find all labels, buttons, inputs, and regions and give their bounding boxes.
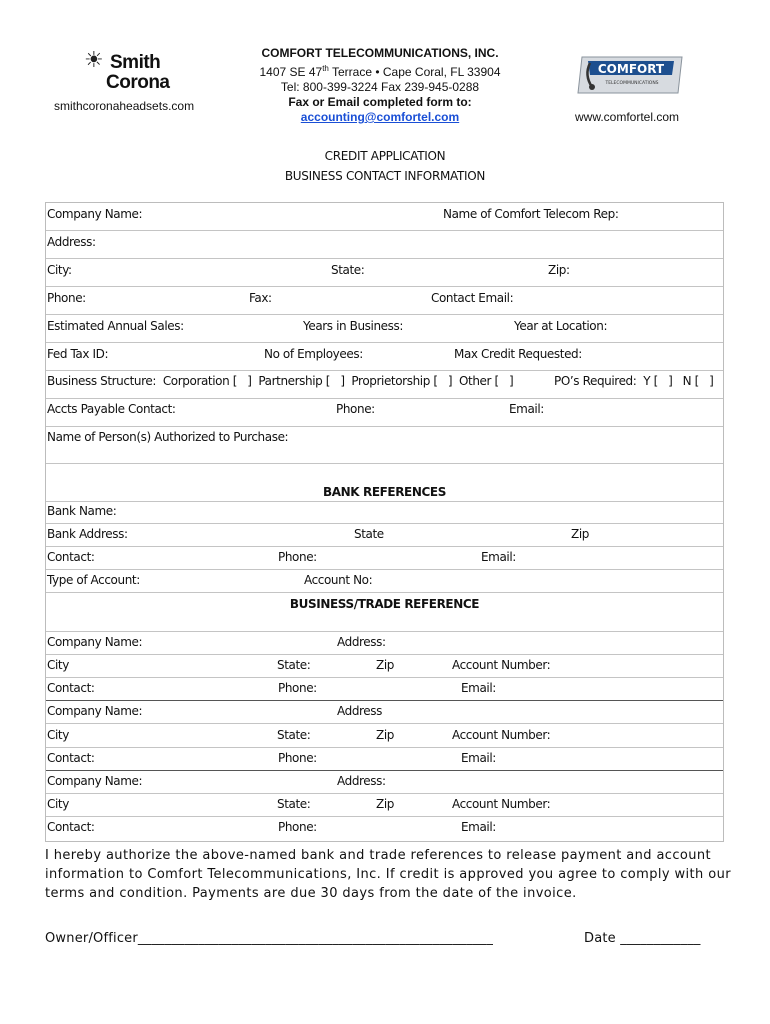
comfort-site: www.comfortel.com	[575, 110, 680, 124]
trade-contact-label: Contact:	[47, 751, 95, 765]
ap-phone-label: Phone:	[336, 402, 375, 416]
ap-contact-label: Accts Payable Contact:	[47, 402, 176, 416]
business-structure-label: Business Structure: Corporation [ ] Partnership [ ] Proprietorship [ ] Other [ ]	[47, 374, 514, 388]
row-divider	[46, 463, 723, 464]
trade-company-label: Company Name:	[47, 635, 143, 649]
row-divider	[46, 342, 723, 343]
row-divider	[46, 370, 723, 371]
trade-divider	[46, 700, 723, 701]
row-divider	[46, 793, 723, 794]
ap-email-label: Email:	[509, 402, 544, 416]
trade-email-label: Email:	[461, 751, 496, 765]
address-label: Address:	[47, 235, 96, 249]
trade-section-title: BUSINESS/TRADE REFERENCE	[289, 597, 480, 611]
row-divider	[46, 592, 723, 593]
company-name: COMFORT TELECOMMUNICATIONS, INC.	[261, 46, 499, 60]
row-divider	[46, 286, 723, 287]
comfort-logo-text: COMFORT	[597, 62, 665, 76]
trade-state-label: State:	[277, 658, 311, 672]
bank-state-label: State	[354, 527, 384, 541]
account-type-label: Type of Account:	[47, 573, 140, 587]
authorization-text: I hereby authorize the above-named bank and trade references to release payment and account information to Comfort Telecommunications, Inc. If credit is approved you agree to comply with our terms and condition. Payments are due 30 days from the date of the invoice.	[45, 848, 731, 901]
comfort-logo	[574, 53, 686, 99]
row-divider	[46, 677, 723, 678]
zip-label: Zip:	[548, 263, 570, 277]
employees-label: No of Employees:	[264, 347, 363, 361]
comfort-logo-sub: TELECOMMUNICATIONS	[605, 81, 659, 86]
trade-contact-label: Contact:	[47, 681, 95, 695]
bank-section-title: BANK REFERENCES	[323, 485, 446, 499]
smith-corona-logo	[84, 46, 174, 96]
trade-account-label: Account Number:	[452, 797, 551, 811]
bank-address-label: Bank Address:	[47, 527, 128, 541]
row-divider	[46, 398, 723, 399]
row-divider	[46, 426, 723, 427]
row-divider	[46, 523, 723, 524]
row-divider	[46, 816, 723, 817]
bank-email-label: Email:	[481, 550, 516, 564]
trade-phone-label: Phone:	[278, 751, 317, 765]
bank-name-label: Bank Name:	[47, 504, 117, 518]
trade-state-label: State:	[277, 728, 311, 742]
max-credit-label: Max Credit Requested:	[454, 347, 582, 361]
company-block	[230, 46, 530, 125]
po-required-label: PO’s Required: Y [ ] N [ ]	[554, 374, 714, 388]
account-no-label: Account No:	[304, 573, 373, 587]
trade-account-label: Account Number:	[452, 728, 551, 742]
row-divider	[46, 631, 723, 632]
trade-address-label: Address	[337, 704, 382, 718]
row-divider	[46, 546, 723, 547]
contact-email-label: Contact Email:	[431, 291, 514, 305]
state-label: State:	[331, 263, 365, 277]
trade-address-label: Address:	[337, 635, 386, 649]
fed-tax-label: Fed Tax ID:	[47, 347, 109, 361]
logo-word-corona: Corona	[106, 72, 170, 93]
trade-city-label: City	[47, 797, 69, 811]
form-subtitle: BUSINESS CONTACT INFORMATION	[284, 169, 486, 183]
bank-phone-label: Phone:	[278, 550, 317, 564]
row-divider	[46, 569, 723, 570]
form-instruction: Fax or Email completed form to:	[288, 95, 472, 109]
authorized-label: Name of Person(s) Authorized to Purchase:	[47, 430, 289, 444]
row-divider	[46, 501, 723, 502]
trade-zip-label: Zip	[376, 797, 394, 811]
date-line: Date ____________	[584, 931, 701, 946]
year-at-location-label: Year at Location:	[514, 319, 608, 333]
trade-phone-label: Phone:	[278, 681, 317, 695]
trade-city-label: City	[47, 728, 69, 742]
trade-zip-label: Zip	[376, 658, 394, 672]
company-name-label: Company Name:	[47, 207, 143, 221]
trade-email-label: Email:	[461, 681, 496, 695]
trade-company-label: Company Name:	[47, 704, 143, 718]
trade-phone-label: Phone:	[278, 820, 317, 834]
form-title: CREDIT APPLICATION	[324, 149, 446, 163]
row-divider	[46, 654, 723, 655]
company-address: 1407 SE 47th Terrace • Cape Coral, FL 33904	[259, 64, 501, 79]
logo-word-smith: Smith	[110, 52, 161, 73]
row-divider	[46, 747, 723, 748]
trade-zip-label: Zip	[376, 728, 394, 742]
row-divider	[46, 230, 723, 231]
city-label: City:	[47, 263, 72, 277]
row-divider	[46, 314, 723, 315]
row-divider	[46, 723, 723, 724]
smith-corona-site: smithcoronaheadsets.com	[54, 99, 195, 113]
sun-icon: ☀	[84, 48, 104, 73]
trade-divider	[46, 770, 723, 771]
trade-state-label: State:	[277, 797, 311, 811]
years-in-business-label: Years in Business:	[303, 319, 403, 333]
company-tel-fax: Tel: 800-399-3224 Fax 239-945-0288	[280, 80, 480, 94]
trade-city-label: City	[47, 658, 69, 672]
fax-label: Fax:	[249, 291, 272, 305]
trade-account-label: Account Number:	[452, 658, 551, 672]
trade-contact-label: Contact:	[47, 820, 95, 834]
bank-contact-label: Contact:	[47, 550, 95, 564]
row-divider	[46, 258, 723, 259]
bank-zip-label: Zip	[571, 527, 589, 541]
trade-email-label: Email:	[461, 820, 496, 834]
trade-address-label: Address:	[337, 774, 386, 788]
email-link[interactable]: accounting@comfortel.com	[300, 110, 460, 124]
annual-sales-label: Estimated Annual Sales:	[47, 319, 184, 333]
owner-signature-line: Owner/Officer_____________________________________________________	[45, 931, 494, 946]
credit-form	[45, 202, 724, 842]
trade-company-label: Company Name:	[47, 774, 143, 788]
rep-label: Name of Comfort Telecom Rep:	[443, 207, 619, 221]
phone-label: Phone:	[47, 291, 86, 305]
